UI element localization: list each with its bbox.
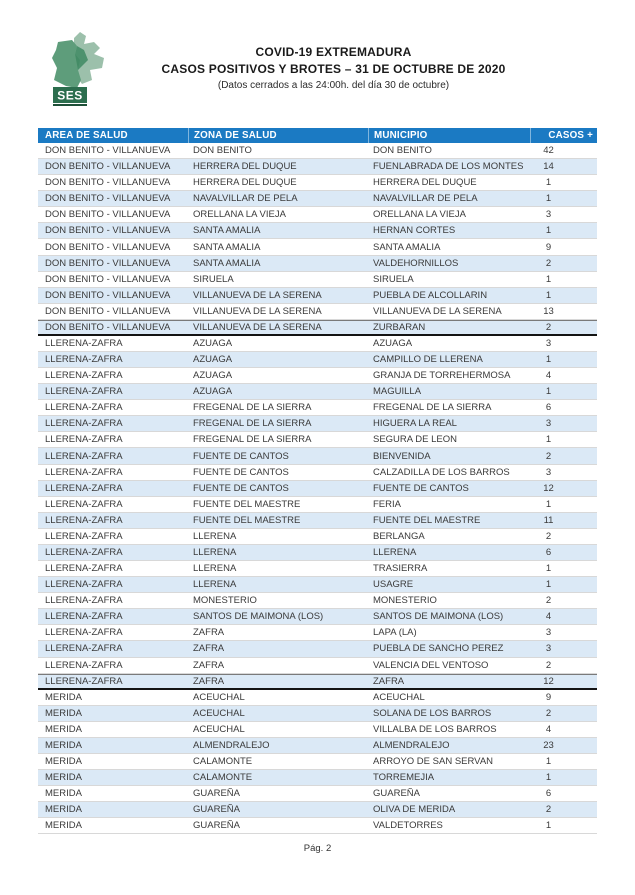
cell-area: MERIDA — [45, 739, 82, 751]
cell-zona: LLERENA — [193, 530, 237, 542]
cell-casos: 1 — [545, 273, 552, 285]
cell-area: LLERENA-ZAFRA — [45, 530, 123, 542]
cell-area: DON BENITO - VILLANUEVA — [45, 273, 171, 285]
cell-municipio: LLERENA — [373, 546, 417, 558]
cell-municipio: ORELLANA LA VIEJA — [373, 209, 466, 221]
cell-municipio: OLIVA DE MERIDA — [373, 804, 456, 816]
cell-casos: 1 — [545, 177, 552, 189]
table-row — [38, 448, 597, 464]
cell-area: LLERENA-ZAFRA — [45, 611, 123, 623]
cell-zona: MONESTERIO — [193, 595, 257, 607]
cell-area: MERIDA — [45, 756, 82, 767]
cell-municipio: FUENTE DEL MAESTRE — [373, 514, 481, 526]
cell-zona: ACEUCHAL — [193, 707, 245, 719]
cell-municipio: CAMPILLO DE LLERENA — [373, 354, 483, 366]
cell-area: MERIDA — [45, 723, 82, 735]
cell-casos: 2 — [545, 257, 552, 269]
cell-municipio: ZURBARAN — [373, 321, 426, 333]
table-row — [38, 609, 597, 625]
cell-zona: ACEUCHAL — [193, 723, 245, 735]
cell-area: MERIDA — [45, 788, 82, 800]
cell-zona: SANTA AMALIA — [193, 257, 261, 269]
table-row — [38, 272, 597, 288]
cell-zona: SANTOS DE MAIMONA (LOS) — [193, 611, 324, 623]
cell-area: LLERENA-ZAFRA — [45, 434, 123, 446]
table-row — [38, 818, 597, 834]
cell-municipio: HERNAN CORTES — [373, 225, 456, 237]
cell-municipio: TORREMEJIA — [373, 772, 435, 784]
table-row — [38, 352, 597, 368]
cell-zona: GUAREÑA — [193, 788, 240, 800]
table-row — [38, 143, 597, 159]
table-row — [38, 239, 597, 255]
table-row — [38, 368, 597, 384]
cell-municipio: PUEBLA DE SANCHO PEREZ — [373, 643, 504, 655]
table-row — [38, 207, 597, 223]
table-row — [38, 497, 597, 513]
cell-municipio: BIENVENIDA — [373, 450, 431, 462]
cell-zona: FUENTE DE CANTOS — [193, 450, 289, 462]
cell-area: MERIDA — [45, 707, 82, 719]
column-header-zona-de-salud: ZONA DE SALUD — [188, 128, 368, 143]
cell-municipio: SEGURA DE LEON — [373, 434, 457, 446]
cell-casos: 3 — [545, 209, 552, 221]
cell-area: LLERENA-ZAFRA — [45, 546, 123, 558]
cell-area: MERIDA — [45, 772, 82, 784]
cell-area: LLERENA-ZAFRA — [45, 466, 123, 478]
cell-zona: DON BENITO — [193, 145, 252, 157]
table-row — [38, 722, 597, 738]
cell-area: LLERENA-ZAFRA — [45, 386, 123, 398]
cell-zona: GUAREÑA — [193, 804, 240, 816]
cell-zona: FREGENAL DE LA SIERRA — [193, 434, 312, 446]
column-header-area-de-salud: AREA DE SALUD — [45, 130, 128, 141]
document-header — [70, 44, 597, 94]
cell-area: DON BENITO - VILLANUEVA — [45, 161, 171, 173]
cell-casos: 4 — [545, 723, 552, 735]
cell-zona: LLERENA — [193, 579, 237, 591]
cell-area: DON BENITO - VILLANUEVA — [45, 209, 171, 221]
cell-zona: AZUAGA — [193, 370, 233, 382]
cell-municipio: SANTA AMALIA — [373, 241, 441, 253]
table-row — [38, 336, 597, 352]
cell-casos: 6 — [545, 788, 552, 800]
cell-municipio: NAVALVILLAR DE PELA — [373, 193, 478, 205]
covid-cases-table — [38, 128, 597, 834]
cell-casos: 2 — [545, 450, 552, 462]
cell-casos: 23 — [543, 739, 554, 751]
cell-casos: 1 — [545, 579, 552, 591]
cell-zona: ZAFRA — [193, 643, 225, 655]
cell-municipio: MONESTERIO — [373, 595, 437, 607]
column-header-casos: CASOS + — [530, 128, 597, 143]
cell-casos: 1 — [545, 756, 552, 767]
cell-casos: 1 — [545, 498, 552, 510]
cell-area: LLERENA-ZAFRA — [45, 563, 123, 575]
table-row — [38, 674, 597, 690]
cell-zona: LLERENA — [193, 563, 237, 575]
cell-area: MERIDA — [45, 804, 82, 816]
cell-zona: FREGENAL DE LA SIERRA — [193, 402, 312, 414]
cell-casos: 11 — [543, 514, 554, 526]
cell-area: LLERENA-ZAFRA — [45, 498, 123, 510]
table-row — [38, 384, 597, 400]
cell-municipio: VALDETORRES — [373, 820, 443, 832]
cell-area: LLERENA-ZAFRA — [45, 675, 123, 687]
cell-municipio: FERIA — [373, 498, 401, 510]
cell-casos: 1 — [545, 820, 552, 832]
cell-casos: 2 — [545, 659, 552, 671]
table-row — [38, 770, 597, 786]
table-row — [38, 304, 597, 320]
table-row — [38, 191, 597, 207]
cell-casos: 2 — [545, 707, 552, 719]
table-row — [38, 690, 597, 706]
cell-area: MERIDA — [45, 820, 82, 832]
cell-casos: 1 — [545, 434, 552, 446]
table-row — [38, 481, 597, 497]
table-row — [38, 432, 597, 448]
table-row — [38, 754, 597, 770]
cell-municipio: VALDEHORNILLOS — [373, 257, 459, 269]
cell-area: DON BENITO - VILLANUEVA — [45, 145, 171, 157]
cell-municipio: ARROYO DE SAN SERVAN — [373, 756, 494, 767]
cell-casos: 9 — [545, 241, 552, 253]
cell-municipio: PUEBLA DE ALCOLLARIN — [373, 289, 488, 301]
cell-casos: 2 — [545, 804, 552, 816]
cell-casos: 3 — [545, 337, 552, 349]
cell-area: DON BENITO - VILLANUEVA — [45, 305, 171, 317]
cell-zona: CALAMONTE — [193, 772, 253, 784]
cell-municipio: SANTOS DE MAIMONA (LOS) — [373, 611, 504, 623]
cell-area: LLERENA-ZAFRA — [45, 337, 123, 349]
column-header-municipio: MUNICIPIO — [368, 128, 530, 143]
cell-zona: AZUAGA — [193, 354, 233, 366]
cell-area: LLERENA-ZAFRA — [45, 659, 123, 671]
cell-area: LLERENA-ZAFRA — [45, 450, 123, 462]
cell-municipio: FUENLABRADA DE LOS MONTES — [373, 161, 524, 173]
cell-area: LLERENA-ZAFRA — [45, 402, 123, 414]
cell-municipio: USAGRE — [373, 579, 414, 591]
cell-zona: ACEUCHAL — [193, 691, 245, 703]
cell-zona: VILLANUEVA DE LA SERENA — [193, 321, 322, 333]
cell-zona: SANTA AMALIA — [193, 225, 261, 237]
cell-zona: FUENTE DEL MAESTRE — [193, 514, 301, 526]
cell-area: DON BENITO - VILLANUEVA — [45, 193, 171, 205]
table-row — [38, 320, 597, 336]
cell-area: DON BENITO - VILLANUEVA — [45, 257, 171, 269]
cell-zona: FUENTE DEL MAESTRE — [193, 498, 301, 510]
cell-zona: ZAFRA — [193, 627, 225, 639]
cell-casos: 42 — [543, 145, 554, 157]
cell-municipio: AZUAGA — [373, 337, 413, 349]
cell-area: LLERENA-ZAFRA — [45, 643, 123, 655]
cell-municipio: VILLANUEVA DE LA SERENA — [373, 305, 502, 317]
logo-label-text: SES — [57, 88, 83, 103]
table-row — [38, 545, 597, 561]
cell-casos: 1 — [545, 563, 552, 575]
cell-area: DON BENITO - VILLANUEVA — [45, 289, 171, 301]
table-row — [38, 658, 597, 674]
cell-casos: 2 — [545, 595, 552, 607]
table-row — [38, 802, 597, 818]
cell-municipio: GUAREÑA — [373, 788, 420, 800]
table-row — [38, 625, 597, 641]
cell-area: LLERENA-ZAFRA — [45, 514, 123, 526]
cell-zona: HERRERA DEL DUQUE — [193, 177, 297, 189]
cell-casos: 4 — [545, 370, 552, 382]
cell-municipio: CALZADILLA DE LOS BARROS — [373, 466, 510, 478]
cell-casos: 6 — [545, 546, 552, 558]
cell-area: LLERENA-ZAFRA — [45, 418, 123, 430]
table-header-row — [38, 128, 597, 143]
cell-casos: 3 — [545, 627, 552, 639]
cell-municipio: FREGENAL DE LA SIERRA — [373, 402, 492, 414]
table-row — [38, 256, 597, 272]
cell-municipio: VILLALBA DE LOS BARROS — [373, 723, 497, 735]
logo-label-underline — [53, 104, 87, 106]
cell-municipio: HIGUERA LA REAL — [373, 418, 457, 430]
cell-municipio: MAGUILLA — [373, 386, 422, 398]
cell-casos: 3 — [545, 418, 552, 430]
data-closing-note: (Datos cerrados a las 24:00h. del día 30 de octubre) — [217, 80, 450, 91]
table-row — [38, 288, 597, 304]
cell-area: DON BENITO - VILLANUEVA — [45, 177, 171, 189]
cell-casos: 6 — [545, 402, 552, 414]
cell-area: DON BENITO - VILLANUEVA — [45, 241, 171, 253]
table-row — [38, 593, 597, 609]
cell-municipio: FUENTE DE CANTOS — [373, 482, 469, 494]
table-row — [38, 561, 597, 577]
cell-zona: ORELLANA LA VIEJA — [193, 209, 286, 221]
table-row — [38, 577, 597, 593]
cell-casos: 3 — [545, 643, 552, 655]
cell-casos: 2 — [545, 321, 552, 333]
table-row — [38, 465, 597, 481]
cell-municipio: BERLANGA — [373, 530, 425, 542]
cell-casos: 1 — [545, 225, 552, 237]
cell-zona: FUENTE DE CANTOS — [193, 466, 289, 478]
table-row — [38, 738, 597, 754]
cell-casos: 2 — [545, 530, 552, 542]
cell-zona: AZUAGA — [193, 386, 233, 398]
cell-zona: VILLANUEVA DE LA SERENA — [193, 305, 322, 317]
cell-area: DON BENITO - VILLANUEVA — [45, 321, 171, 333]
cell-municipio: SOLANA DE LOS BARROS — [373, 707, 492, 719]
cell-municipio: TRASIERRA — [373, 563, 428, 575]
cell-zona: ZAFRA — [193, 659, 225, 671]
cell-municipio: ACEUCHAL — [373, 691, 425, 703]
cell-zona: AZUAGA — [193, 337, 233, 349]
cell-zona: CALAMONTE — [193, 756, 253, 767]
table-row — [38, 513, 597, 529]
cell-zona: HERRERA DEL DUQUE — [193, 161, 297, 173]
cell-casos: 3 — [545, 466, 552, 478]
cell-zona: VILLANUEVA DE LA SERENA — [193, 289, 322, 301]
cell-municipio: ALMENDRALEJO — [373, 739, 450, 751]
cell-municipio: GRANJA DE TORREHERMOSA — [373, 370, 511, 382]
cell-zona: SANTA AMALIA — [193, 241, 261, 253]
cell-casos: 1 — [545, 193, 552, 205]
cell-municipio: SIRUELA — [373, 273, 414, 285]
cell-casos: 13 — [543, 305, 554, 317]
cell-casos: 1 — [545, 386, 552, 398]
cell-casos: 14 — [543, 161, 554, 173]
page-title: COVID-19 EXTREMADURA — [255, 45, 412, 59]
cell-area: LLERENA-ZAFRA — [45, 370, 123, 382]
cell-zona: GUAREÑA — [193, 820, 240, 832]
table-row — [38, 706, 597, 722]
cell-zona: ZAFRA — [193, 675, 225, 687]
cell-area: MERIDA — [45, 691, 82, 703]
cell-zona: SIRUELA — [193, 273, 234, 285]
cell-casos: 12 — [543, 675, 554, 687]
cell-area: LLERENA-ZAFRA — [45, 595, 123, 607]
cell-zona: ALMENDRALEJO — [193, 739, 270, 751]
cell-area: LLERENA-ZAFRA — [45, 482, 123, 494]
table-row — [38, 641, 597, 657]
cell-area: LLERENA-ZAFRA — [45, 354, 123, 366]
page-subtitle: CASOS POSITIVOS Y BROTES – 31 DE OCTUBRE DE 2020 — [161, 62, 506, 76]
cell-municipio: LAPA (LA) — [373, 627, 417, 639]
cell-casos: 1 — [545, 772, 552, 784]
cell-municipio: HERRERA DEL DUQUE — [373, 177, 477, 189]
cell-area: LLERENA-ZAFRA — [45, 579, 123, 591]
table-row — [38, 786, 597, 802]
cell-zona: LLERENA — [193, 546, 237, 558]
cell-municipio: DON BENITO — [373, 145, 432, 157]
cell-zona: FUENTE DE CANTOS — [193, 482, 289, 494]
case-table-body — [38, 143, 597, 834]
table-row — [38, 416, 597, 432]
cell-casos: 9 — [545, 691, 552, 703]
cell-zona: FREGENAL DE LA SIERRA — [193, 418, 312, 430]
table-row — [38, 175, 597, 191]
cell-casos: 12 — [543, 482, 554, 494]
cell-area: LLERENA-ZAFRA — [45, 627, 123, 639]
table-row — [38, 529, 597, 545]
cell-casos: 4 — [545, 611, 552, 623]
cell-casos: 1 — [545, 354, 552, 366]
page-number: Pág. 2 — [303, 843, 332, 854]
cell-municipio: ZAFRA — [373, 675, 405, 687]
cell-zona: NAVALVILLAR DE PELA — [193, 193, 298, 205]
cell-casos: 1 — [545, 289, 552, 301]
cell-municipio: VALENCIA DEL VENTOSO — [373, 659, 489, 671]
table-row — [38, 400, 597, 416]
table-row — [38, 223, 597, 239]
table-row — [38, 159, 597, 175]
cell-area: DON BENITO - VILLANUEVA — [45, 225, 171, 237]
